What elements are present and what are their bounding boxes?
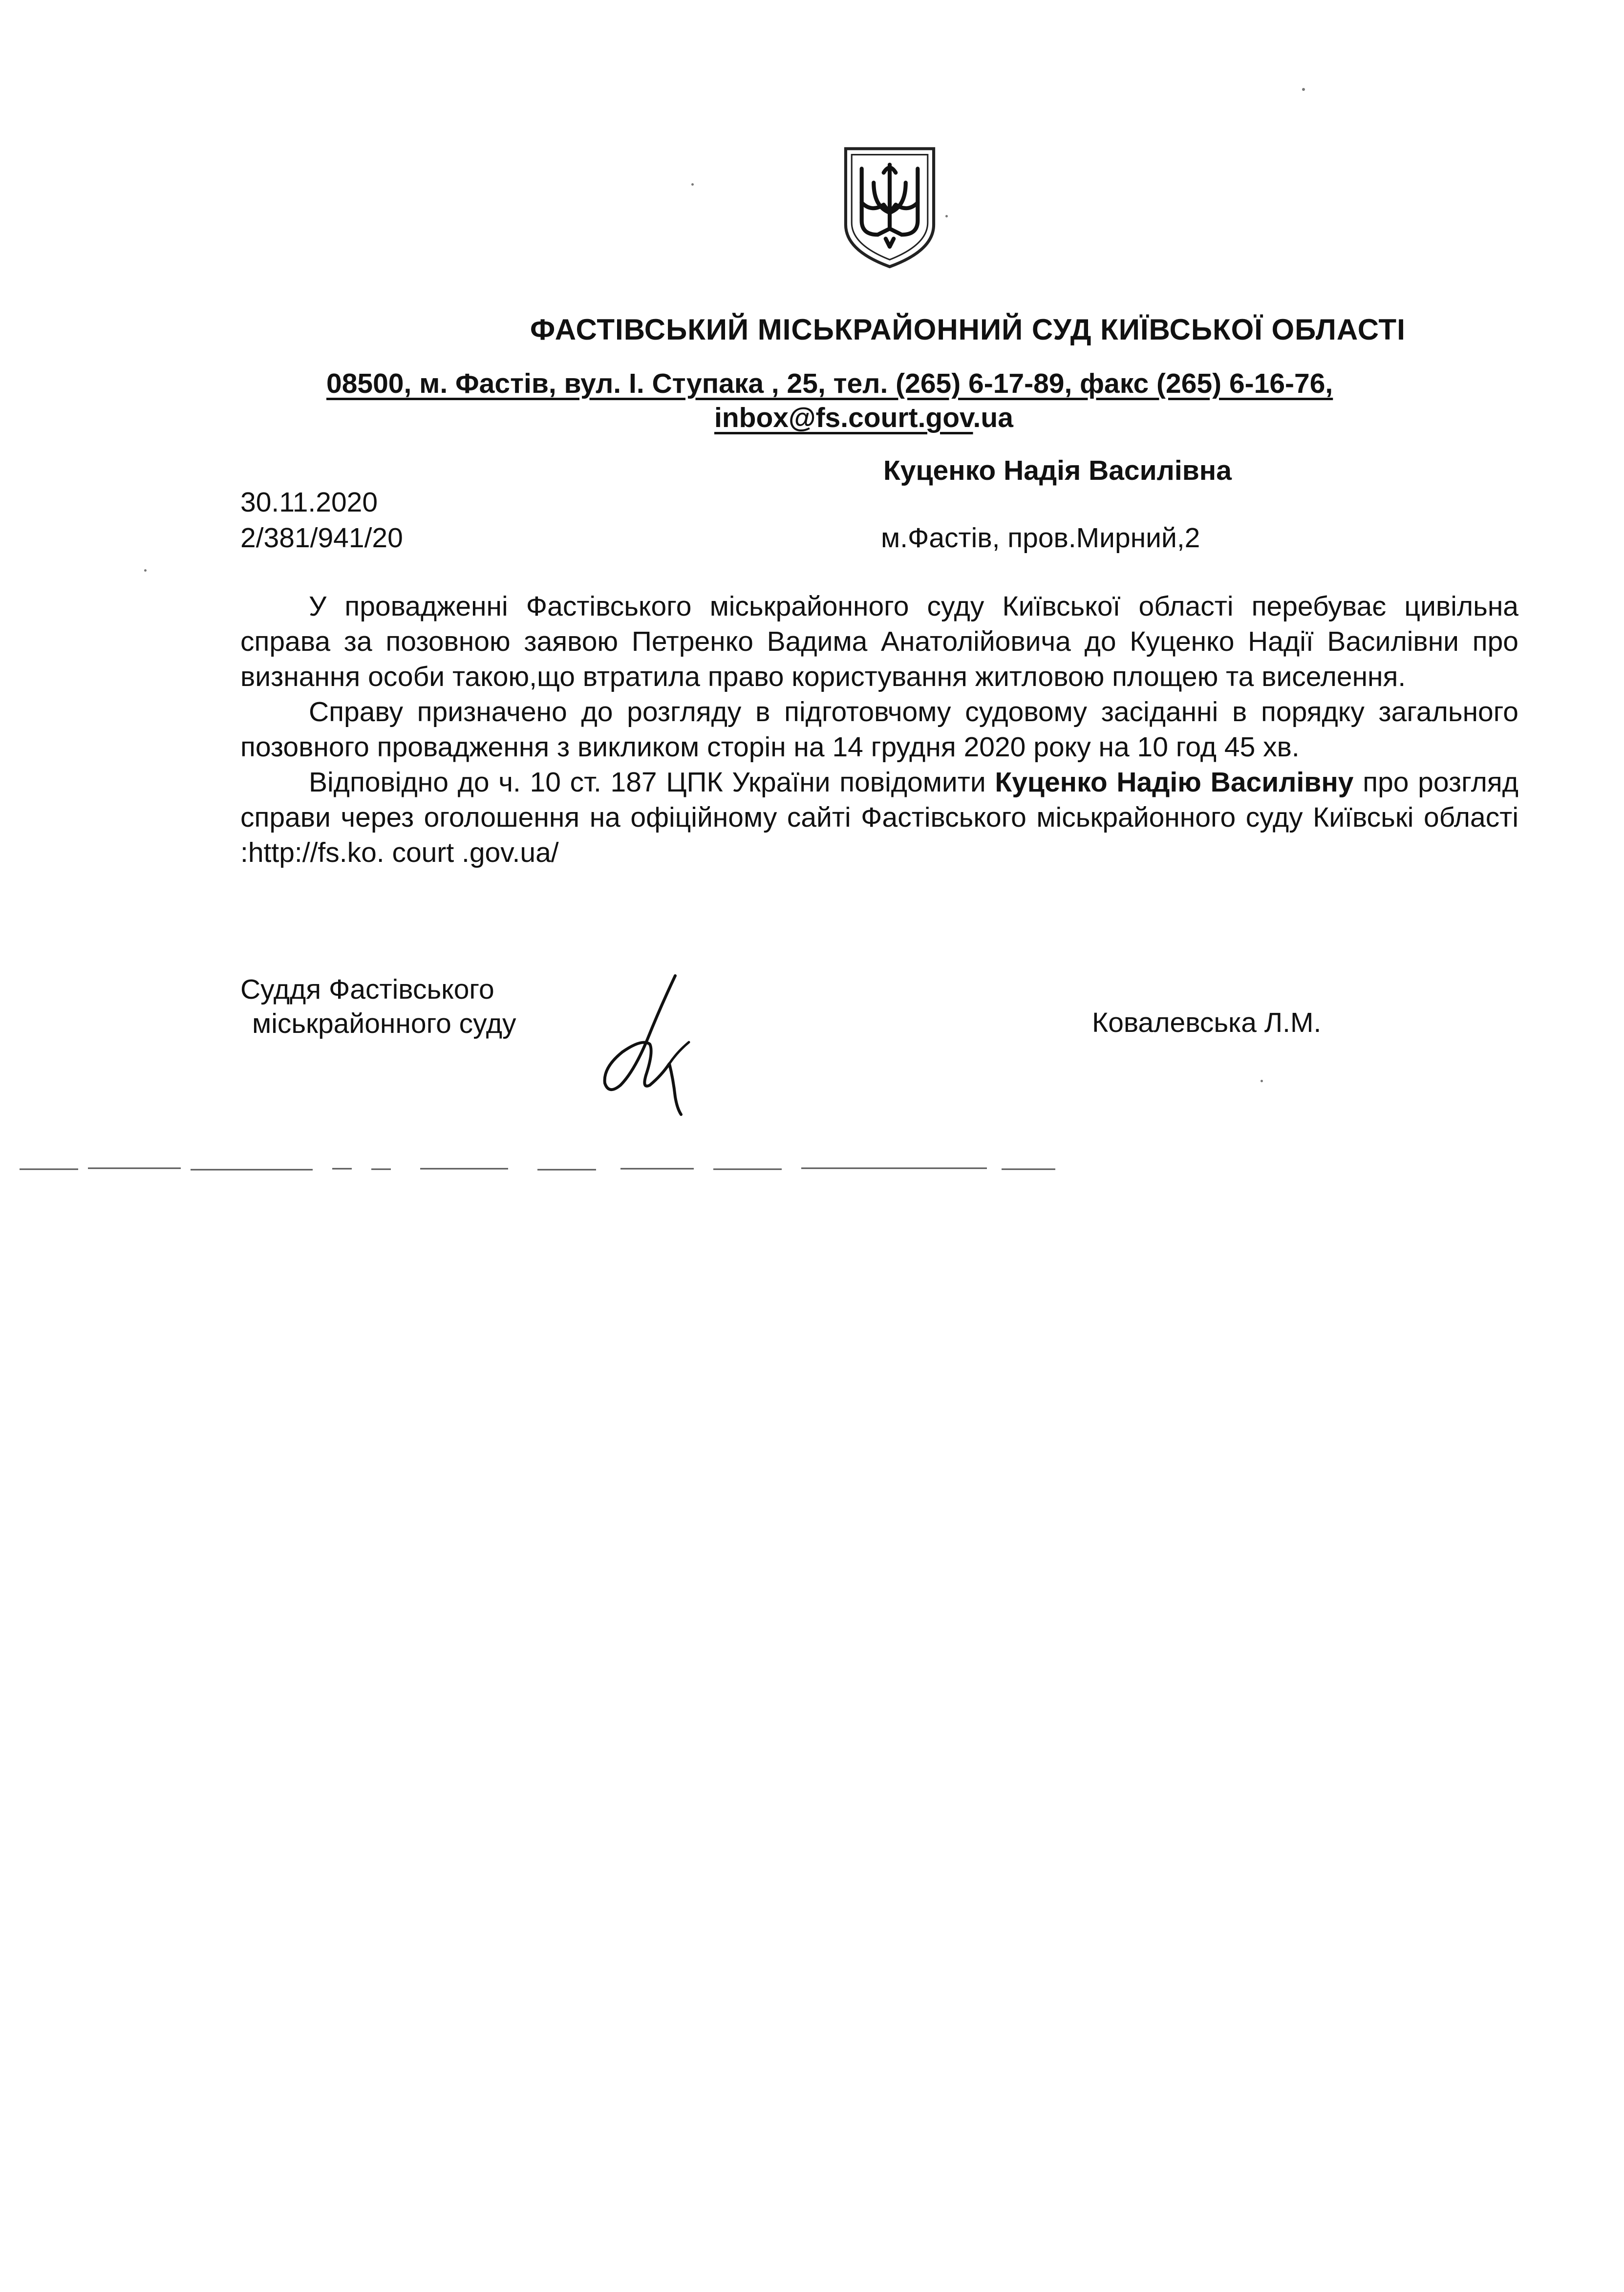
scan-speck (1302, 88, 1305, 91)
coat-of-arms-emblem (839, 143, 940, 271)
addressee-name: Куценко Надія Василівна (883, 455, 1232, 486)
court-address-line: 08500, м. Фастів, вул. І. Ступака , 25, тел. (265) 6-17-89, факс (265) 6-16-76, (326, 368, 1333, 399)
scan-speck (144, 569, 147, 572)
court-email-line (714, 402, 1013, 434)
notice-addressee-bold: Куценко Надію Василівну (995, 767, 1354, 798)
judge-title (240, 972, 516, 1041)
court-email: inbox@fs.court.gov (714, 402, 973, 433)
case-number: 2/381/941/20 (240, 522, 403, 554)
addressee-address: м.Фастів, пров.Мирний,2 (881, 522, 1200, 554)
judge-title-line-2: міськрайонного суду (252, 1008, 516, 1039)
judge-title-line-1: Суддя Фастівського (240, 974, 494, 1005)
scan-artifact-line (20, 1165, 1055, 1172)
notice-text-end: про розгляд справи через оголошення на офіційному сайті Фастівського міськрайонного суду Київські області :http://fs.ko. court .gov.ua/ (240, 767, 1519, 868)
scan-speck (1261, 1080, 1263, 1082)
scan-speck (691, 183, 694, 186)
court-name-heading: ФАСТІВСЬКИЙ МІСЬКРАЙОННИЙ СУД КИЇВСЬКОЇ ОБЛАСТІ (530, 313, 1406, 346)
notice-text-start: Відповідно до ч. 10 ст. 187 ЦПК України повідомити (309, 767, 995, 798)
judge-name: Ковалевська Л.М. (1092, 1007, 1322, 1038)
letter-date: 30.11.2020 (240, 487, 378, 518)
scan-speck (945, 215, 948, 217)
body-paragraph-1: У провадженні Фастівського міськрайонного суду Київської області перебуває цивільна справа за позовною заявою Петренко Вадима Анатолійовича до Куценко Надії Василівни про визнання особи такою,що втратила право користування житловою площею та виселення. (240, 591, 1518, 692)
body-paragraph-3 (240, 765, 1518, 870)
body-paragraph-2: Справу призначено до розгляду в підготовчому судовому засіданні в порядку загального позовного провадження з викликом сторін на 14 грудня 2020 року на 10 год 45 хв. (240, 696, 1518, 763)
letter-body (240, 589, 1518, 870)
court-email-suffix: .ua (973, 402, 1013, 433)
handwritten-signature (591, 970, 718, 1116)
